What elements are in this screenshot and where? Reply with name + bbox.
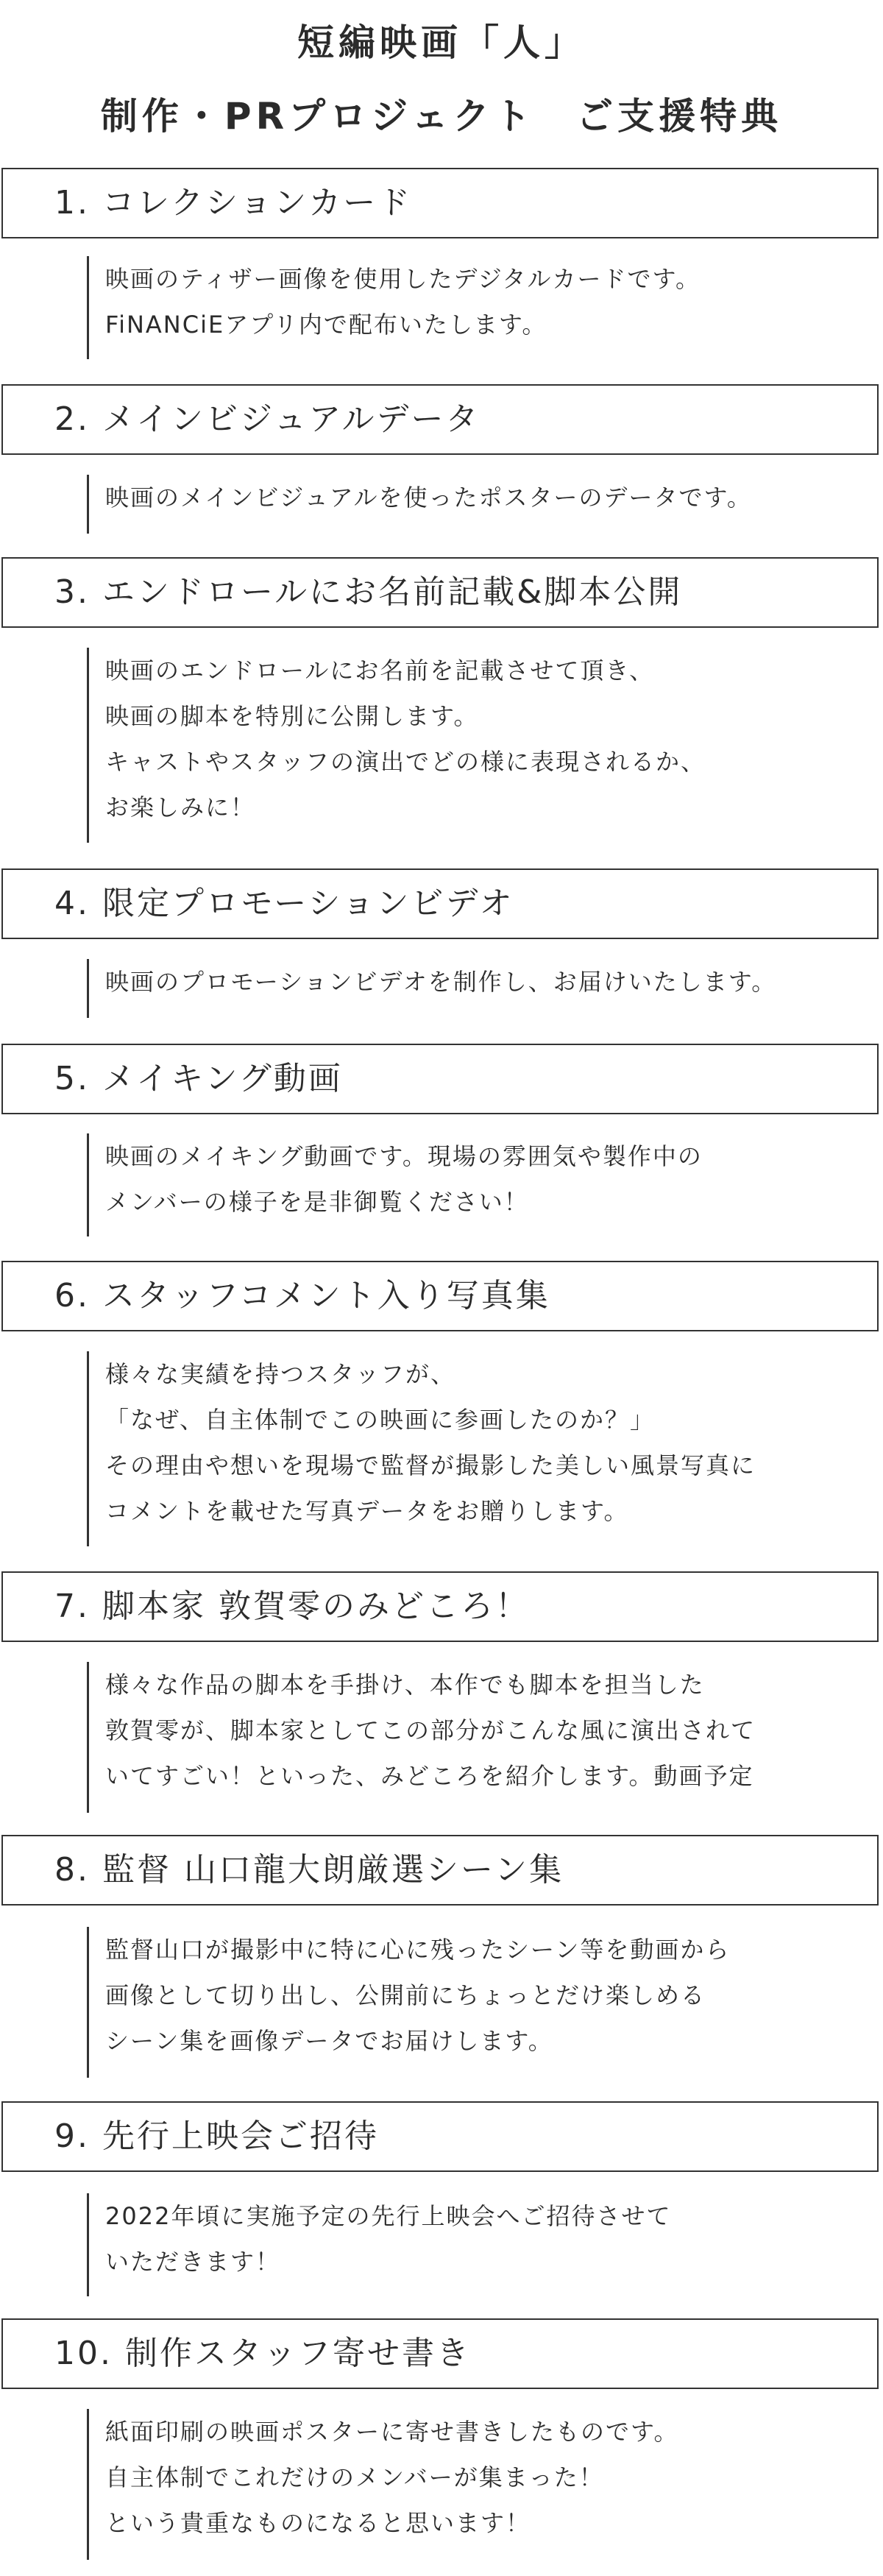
section-heading-director-scenes: 8. 監督 山口龍大朗厳選シーン集 bbox=[1, 1835, 879, 1906]
section-heading-staff-messages: 10. 制作スタッフ寄せ書き bbox=[1, 2318, 879, 2389]
body-line: 紙面印刷の映画ポスターに寄せ書きしたものです。 bbox=[105, 2418, 679, 2446]
section-body-making-video bbox=[87, 1133, 867, 1236]
section-heading-collection-card: 1. コレクションカード bbox=[1, 168, 879, 238]
body-line: キャストやスタッフの演出でどの様に表現されるか、 bbox=[105, 748, 706, 776]
body-line: 映画のプロモーションビデオを制作し、お届けいたします。 bbox=[105, 968, 777, 996]
section-body-screenwriter-highlights bbox=[87, 1662, 867, 1813]
body-line: 敦賀零が、脚本家としてこの部分がこんな風に演出されて bbox=[105, 1716, 756, 1744]
section-heading-main-visual: 2. メインビジュアルデータ bbox=[1, 384, 879, 455]
body-line: シーン集を画像データでお届けします。 bbox=[105, 2027, 553, 2055]
section-body-collection-card bbox=[87, 256, 867, 359]
body-line: 「なぜ、自主体制でこの映画に参画したのか？」 bbox=[105, 1406, 656, 1434]
body-line: いただきます！ bbox=[105, 2248, 281, 2276]
section-body-promo-video bbox=[87, 959, 867, 1018]
body-line: いてすごい！といった、みどころを紹介します。動画予定 bbox=[105, 1762, 754, 1790]
body-line: 映画のティザー画像を使用したデジタルカードです。 bbox=[105, 265, 701, 293]
page-title: 短編映画「人」 bbox=[297, 21, 586, 64]
section-heading-promo-video: 4. 限定プロモーションビデオ bbox=[1, 868, 879, 939]
body-line: FiNANCiEアプリ内で配布いたします。 bbox=[105, 311, 547, 339]
body-line: 映画のメインビジュアルを使ったポスターのデータです。 bbox=[105, 484, 752, 512]
body-line: 2022年頃に実施予定の先行上映会へご招待させて bbox=[105, 2202, 672, 2230]
body-line: お楽しみに！ bbox=[105, 793, 256, 821]
section-heading-photo-book: 6. スタッフコメント入り写真集 bbox=[1, 1261, 879, 1331]
body-line: メンバーの様子を是非御覧ください！ bbox=[105, 1188, 529, 1216]
section-body-main-visual bbox=[87, 475, 867, 534]
section-body-endroll-script bbox=[87, 648, 867, 843]
body-line: という貴重なものになると思います！ bbox=[105, 2509, 531, 2537]
section-body-photo-book bbox=[87, 1351, 867, 1546]
body-line: 自主体制でこれだけのメンバーが集まった！ bbox=[105, 2463, 604, 2491]
body-line: 様々な実績を持つスタッフが、 bbox=[105, 1360, 456, 1388]
page-subtitle: 制作・PRプロジェクト ご支援特典 bbox=[100, 95, 783, 138]
body-line: その理由や想いを現場で監督が撮影した美しい風景写真に bbox=[105, 1451, 756, 1479]
body-line: 監督山口が撮影中に特に心に残ったシーン等を動画から bbox=[105, 1936, 731, 1964]
body-line: 映画の脚本を特別に公開します。 bbox=[105, 702, 479, 730]
section-heading-screenwriter-highlights: 7. 脚本家 敦賀零のみどころ！ bbox=[1, 1571, 879, 1642]
section-body-premiere-invite bbox=[87, 2193, 867, 2296]
body-line: 様々な作品の脚本を手掛け、本作でも脚本を担当した bbox=[105, 1671, 705, 1699]
section-body-staff-messages bbox=[87, 2409, 867, 2560]
body-line: 画像として切り出し、公開前にちょっとだけ楽しめる bbox=[105, 1981, 706, 2009]
section-heading-premiere-invite: 9. 先行上映会ご招待 bbox=[1, 2101, 879, 2172]
section-body-director-scenes bbox=[87, 1927, 867, 2078]
body-line: 映画のエンドロールにお名前を記載させて頂き、 bbox=[105, 657, 655, 684]
body-line: 映画のメイキング動画です。現場の雰囲気や製作中の bbox=[105, 1142, 703, 1170]
body-line: コメントを載せた写真データをお贈りします。 bbox=[105, 1497, 629, 1525]
section-heading-making-video: 5. メイキング動画 bbox=[1, 1044, 879, 1114]
section-heading-endroll-script: 3. エンドロールにお名前記載&脚本公開 bbox=[1, 557, 879, 628]
